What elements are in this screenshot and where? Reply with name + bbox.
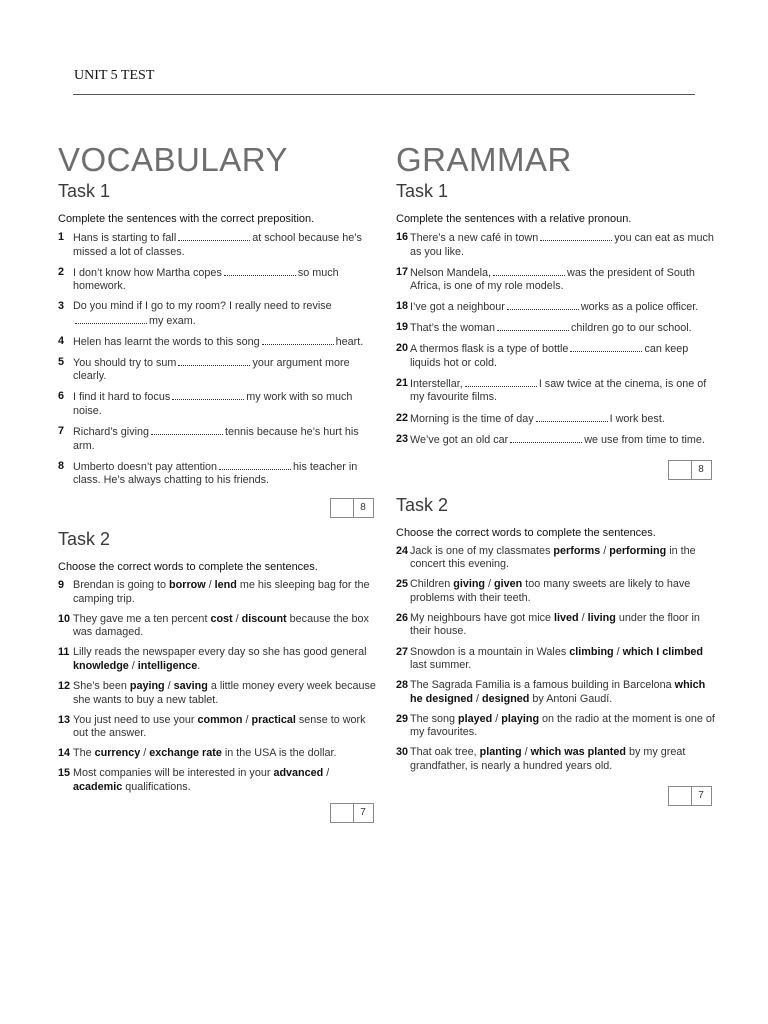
option-two[interactable]: living: [587, 611, 616, 624]
question-text-after: by my great grandfather, is nearly a hundred years old.: [410, 746, 686, 772]
vocab-task2-list: [58, 579, 380, 794]
question-text-after: your argument more clearly.: [73, 356, 350, 383]
option-two[interactable]: intelligence: [137, 659, 198, 672]
question-number: 16: [396, 231, 409, 243]
option-two[interactable]: discount: [241, 612, 287, 625]
option-two[interactable]: which was planted: [530, 746, 626, 759]
option-two[interactable]: designed: [482, 692, 530, 705]
header-rule: [73, 94, 695, 95]
question-text-before: There’s a new café in town: [410, 232, 539, 244]
question-item: [58, 460, 380, 488]
question-number: 15: [58, 767, 71, 780]
option-one[interactable]: cost: [210, 612, 233, 625]
question-number: 24: [396, 544, 409, 557]
question-text-before: Do you mind if I go to my room? I really need to revise: [73, 300, 332, 313]
question-text-before: That’s the woman: [410, 322, 496, 335]
question-item: [396, 612, 716, 639]
score-entry-box[interactable]: [669, 787, 692, 805]
question-number: 4: [58, 334, 65, 347]
question-text-after: too many sweets are likely to have problems with their teeth.: [410, 578, 691, 604]
question-text-before: Lilly reads the newspaper every day so she has good general: [73, 646, 367, 659]
question-number: 1: [58, 231, 65, 243]
option-separator: /: [600, 544, 610, 557]
option-separator: /: [485, 578, 495, 591]
grammar-title: GRAMMAR: [396, 141, 572, 178]
answer-blank[interactable]: [178, 356, 250, 366]
question-text-after: can keep liquids hot or cold.: [410, 343, 689, 369]
page-header: UNIT 5 TEST: [74, 68, 155, 83]
question-text-before: Most companies will be interested in your: [73, 767, 274, 780]
question-item: [58, 390, 380, 418]
question-item: [396, 377, 716, 405]
option-separator: /: [473, 692, 482, 705]
question-text-before: The: [73, 747, 95, 760]
question-number: 19: [396, 321, 409, 334]
option-two[interactable]: practical: [251, 713, 296, 726]
question-number: 21: [396, 376, 409, 389]
option-two[interactable]: playing: [501, 712, 540, 725]
answer-blank[interactable]: [507, 300, 579, 310]
option-one[interactable]: lived: [554, 611, 579, 624]
question-text-before: Nelson Mandela,: [410, 266, 492, 279]
question-item: [396, 231, 716, 259]
question-text-after: my exam.: [149, 314, 196, 327]
option-one[interactable]: currency: [94, 747, 141, 760]
question-number: 13: [58, 713, 71, 726]
question-item: [58, 266, 380, 294]
answer-blank[interactable]: [540, 231, 612, 241]
question-number: 9: [58, 579, 65, 592]
answer-blank[interactable]: [262, 335, 334, 345]
option-one[interactable]: performs: [553, 544, 601, 557]
option-two[interactable]: given: [494, 578, 523, 591]
question-text-after: because the box was damaged.: [73, 612, 369, 639]
option-one[interactable]: knowledge: [73, 659, 129, 672]
question-text-after: last summer.: [410, 659, 472, 672]
question-item: [396, 433, 716, 448]
question-text-after: at school because he’s missed a lot of classes.: [73, 232, 362, 258]
score-total: 8: [360, 502, 366, 514]
vocab-task1-instruction: Complete the sentences with the correct preposition.: [58, 213, 315, 225]
question-text-before: Snowdon is a mountain in Wales: [410, 645, 570, 658]
question-text-before: That oak tree,: [410, 746, 480, 759]
question-item: [58, 767, 380, 794]
answer-blank[interactable]: [172, 390, 244, 400]
question-text-after: heart.: [335, 335, 364, 348]
question-item: [58, 300, 380, 328]
option-separator: /: [140, 747, 150, 760]
question-number: 25: [396, 578, 409, 591]
question-item: [396, 713, 716, 740]
question-number: 6: [58, 390, 65, 403]
question-number: 3: [58, 300, 65, 313]
option-separator: /: [521, 746, 531, 759]
question-text-after: so much homework.: [73, 266, 339, 293]
question-text-after: in the USA is the dollar.: [221, 747, 337, 760]
question-item: [396, 679, 716, 706]
question-text-before: Morning is the time of day: [410, 412, 534, 425]
question-item: [396, 545, 716, 572]
option-separator: /: [205, 579, 215, 592]
question-text-after: a little money every week because she wants to buy a new tablet.: [73, 680, 376, 706]
option-two[interactable]: exchange rate: [149, 747, 222, 760]
answer-blank[interactable]: [536, 412, 608, 422]
question-text-before: Richard’s giving: [73, 426, 150, 439]
answer-blank[interactable]: [224, 266, 296, 276]
score-entry-box[interactable]: [669, 461, 692, 479]
question-text-after: I saw twice at the cinema, is one of my favourite films.: [410, 377, 707, 404]
score-entry-box[interactable]: [331, 499, 354, 517]
question-text-before: I find it hard to focus: [73, 391, 171, 404]
option-two[interactable]: saving: [173, 680, 208, 693]
question-number: 14: [58, 747, 71, 760]
grammar-task1-score-box: [668, 460, 712, 480]
question-text-before: I’ve got a neighbour: [410, 301, 505, 314]
question-item: [58, 231, 380, 259]
question-text-before: Children: [410, 578, 454, 591]
option-two[interactable]: performing: [609, 544, 667, 557]
grammar-column: [396, 140, 716, 810]
question-text-before: Jack is one of my classmates: [410, 544, 554, 557]
grammar-task2-list: [396, 545, 716, 774]
option-one[interactable]: giving: [453, 578, 486, 591]
question-text-before: The song: [410, 712, 459, 725]
question-number: 17: [396, 265, 409, 278]
grammar-task1-title: Task 1: [396, 181, 449, 201]
question-number: 5: [58, 355, 65, 368]
vocabulary-title: VOCABULARY: [58, 141, 288, 178]
question-item: [396, 746, 716, 773]
option-separator: /: [242, 713, 252, 726]
question-text-after: my work with so much noise.: [73, 391, 353, 417]
option-separator: /: [128, 659, 138, 672]
vocab-task2-title: Task 2: [58, 529, 111, 550]
question-number: 29: [396, 712, 409, 725]
question-item: [396, 578, 716, 605]
option-two[interactable]: lend: [214, 579, 237, 592]
question-item: [396, 412, 716, 427]
question-number: 23: [396, 432, 409, 445]
question-text-after: .: [197, 659, 201, 672]
grammar-task2-title: Task 2: [396, 494, 449, 515]
option-one[interactable]: common: [197, 713, 243, 726]
question-number: 26: [396, 611, 409, 624]
question-item: [396, 266, 716, 294]
question-item: [58, 646, 380, 673]
question-item: [396, 342, 716, 370]
question-text-before: She’s been: [73, 680, 130, 693]
question-number: 22: [396, 411, 409, 424]
vocab-task2-instruction: Choose the correct words to complete the sentences.: [58, 561, 318, 574]
score-total: 7: [698, 789, 704, 801]
option-two[interactable]: which I climbed: [622, 645, 704, 658]
question-text-before: Helen has learnt the words to this song: [73, 335, 260, 348]
option-separator: /: [232, 612, 242, 625]
option-separator: /: [492, 712, 502, 725]
option-one[interactable]: climbing: [569, 645, 614, 658]
question-text-after: children go to our school.: [571, 322, 692, 335]
question-text-before: A thermos flask is a type of bottle: [410, 343, 569, 356]
answer-blank[interactable]: [219, 460, 291, 470]
question-text-before: Interstellar,: [410, 377, 463, 390]
question-item: [396, 321, 716, 336]
question-item: [396, 646, 716, 673]
question-text-before: You just need to use your: [73, 713, 198, 726]
option-one[interactable]: paying: [129, 680, 165, 693]
option-one[interactable]: played: [458, 712, 493, 725]
option-separator: /: [323, 767, 330, 780]
question-text-before: My neighbours have got mice: [410, 611, 555, 624]
option-separator: /: [578, 611, 588, 624]
question-number: 18: [396, 300, 409, 313]
question-number: 11: [58, 646, 70, 659]
option-one[interactable]: which he designed: [410, 679, 706, 705]
vocab-task1-score-box: [330, 498, 374, 518]
question-item: [58, 747, 380, 761]
vocab-task2-score-box: [330, 803, 374, 823]
question-text-after: under the floor in their house.: [410, 611, 700, 638]
question-item: [58, 335, 380, 350]
answer-blank[interactable]: [178, 231, 250, 241]
question-text-after: you can eat as much as you like.: [410, 232, 714, 258]
question-text-before: You should try to sum: [73, 356, 177, 369]
question-text-before: I don’t know how Martha copes: [73, 266, 222, 279]
grammar-task2-score-box: [668, 786, 712, 806]
vocab-task1-title: Task 1: [58, 181, 111, 201]
question-text-before: Umberto doesn’t pay attention: [73, 460, 218, 473]
question-item: [58, 680, 380, 707]
question-number: 2: [58, 265, 65, 278]
question-text-after: on the radio at the moment is one of my favourites.: [410, 712, 715, 739]
vocab-task1-list: [58, 231, 380, 488]
question-text-after: his teacher in class. He’s always chatting to his friends.: [73, 460, 358, 487]
option-one[interactable]: borrow: [169, 579, 206, 592]
question-number: 12: [58, 680, 71, 693]
grammar-task2-instruction: Choose the correct words to complete the sentences.: [396, 526, 656, 539]
question-item: [58, 579, 380, 606]
question-number: 7: [58, 425, 65, 438]
score-total: 7: [360, 806, 366, 818]
answer-blank[interactable]: [493, 266, 565, 276]
answer-blank[interactable]: [151, 425, 223, 435]
question-number: 10: [58, 612, 71, 625]
score-entry-box[interactable]: [331, 804, 354, 822]
question-item: [58, 356, 380, 384]
vocabulary-column: [58, 140, 380, 831]
question-text-before: We’ve got an old car: [410, 433, 509, 446]
option-one[interactable]: planting: [479, 746, 522, 759]
answer-blank[interactable]: [570, 342, 642, 352]
option-separator: /: [164, 680, 174, 693]
question-text-before: The Sagrada Familia is a famous building in Barcelona: [410, 679, 675, 692]
answer-blank[interactable]: [497, 321, 569, 331]
question-number: 27: [396, 645, 409, 658]
question-item: [396, 300, 716, 315]
answer-blank[interactable]: [510, 433, 582, 443]
question-text-after: tennis because he’s hurt his arm.: [73, 426, 359, 452]
option-separator: /: [613, 645, 623, 658]
grammar-task1-list: [396, 231, 716, 447]
answer-blank[interactable]: [75, 314, 147, 324]
question-number: 30: [396, 746, 409, 759]
answer-blank[interactable]: [465, 377, 537, 387]
question-text-after: in the concert this evening.: [410, 544, 696, 571]
question-text-after: qualifications.: [122, 780, 191, 793]
question-item: [58, 613, 380, 640]
question-item: [58, 714, 380, 741]
score-total: 8: [698, 463, 704, 475]
question-text-before: They gave me a ten percent: [73, 612, 211, 625]
question-number: 28: [396, 679, 409, 692]
grammar-task1-instruction: Complete the sentences with a relative pronoun.: [396, 213, 632, 225]
question-text-after: was the president of South Africa, is one of my role models.: [410, 266, 695, 293]
question-number: 8: [58, 459, 65, 472]
question-text-after: me his sleeping bag for the camping trip.: [73, 579, 370, 605]
question-text-after: I work best.: [609, 412, 665, 425]
question-text-after: we use from time to time.: [584, 433, 705, 446]
question-text-before: Brendan is going to: [73, 579, 170, 592]
question-text-after: by Antoni Gaudí.: [529, 692, 613, 705]
question-item: [58, 425, 380, 453]
question-number: 20: [396, 342, 409, 355]
question-text-before: Hans is starting to fall: [73, 232, 177, 244]
option-two[interactable]: academic: [73, 780, 123, 793]
question-text-after: works as a police officer.: [580, 301, 699, 314]
option-one[interactable]: advanced: [273, 767, 324, 780]
question-text-after: sense to work out the answer.: [73, 713, 366, 740]
